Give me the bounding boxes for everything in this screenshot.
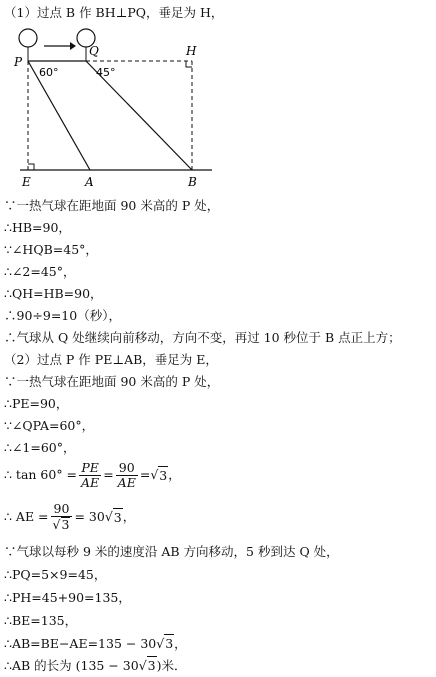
part3-line-1: ∵气球以每秒 9 米的速度沿 AB 方向移动，5 秒到达 Q 处， <box>4 544 339 559</box>
tan-result-eq: = <box>139 467 151 482</box>
final-answer <box>4 656 187 675</box>
fraction-90-sqrt3 <box>51 502 73 532</box>
tan-equation <box>4 458 181 492</box>
sqrt-radicand: 3 <box>159 467 168 483</box>
fraction-numerator: PE <box>79 461 101 476</box>
tan-suffix: ， <box>168 467 181 482</box>
fraction-denominator: AE <box>81 474 100 490</box>
fraction-pe-ae <box>79 461 101 490</box>
label-b: B <box>188 175 197 189</box>
part2-line-1: ∵一热气球在距地面 90 米高的 P 处， <box>4 374 220 389</box>
sqrt-symbol: √ <box>52 517 61 532</box>
ab-equation <box>4 634 187 653</box>
sqrt-radicand: 3 <box>113 509 122 525</box>
sqrt-radicand: 3 <box>61 517 70 532</box>
part1-line-5: ∴QH=HB=90， <box>4 286 103 301</box>
sqrt-symbol: √ <box>138 658 147 673</box>
part1-line-7: ∴气球从 Q 处继续向前移动，方向不变，再过 10 秒位于 B 点正上方； <box>4 330 401 345</box>
right-angle-h <box>186 61 192 67</box>
label-e: E <box>22 175 31 189</box>
ae-eq: = 30 <box>74 509 105 524</box>
arrow-head <box>70 42 76 50</box>
final-suffix: )米． <box>156 658 187 673</box>
heading-part2: （2）过点 P 作 PE⊥AB，垂足为 E， <box>4 352 218 367</box>
label-angle-p: 60° <box>39 66 59 79</box>
tan-prefix: ∴ tan 60° = <box>4 467 78 482</box>
right-angle-e <box>28 164 34 170</box>
part2-line-4: ∴∠1=60°， <box>4 440 76 455</box>
label-a: A <box>85 175 94 189</box>
sqrt-symbol: √ <box>150 467 159 482</box>
fraction-denominator <box>51 517 73 532</box>
fraction-numerator: 90 <box>51 502 73 517</box>
ab-suffix: ， <box>174 636 187 651</box>
fraction-denominator: AE <box>117 474 136 490</box>
part3-line-4: ∴BE=135， <box>4 613 78 628</box>
sqrt-symbol: √ <box>104 509 113 524</box>
ae-suffix: ， <box>122 509 136 524</box>
sqrt-radicand: 3 <box>147 658 156 673</box>
label-p: P <box>14 55 23 69</box>
sqrt-symbol: √ <box>156 636 165 651</box>
part1-line-3: ∵∠HQB=45°， <box>4 242 98 257</box>
final-prefix: ∴AB 的长为 (135 − 30 <box>4 658 139 673</box>
fraction-90-ae <box>116 461 138 490</box>
label-angle-q: 45° <box>96 66 116 79</box>
heading-part1: （1）过点 B 作 BH⊥PQ，垂足为 H， <box>4 5 224 20</box>
ab-prefix: ∴AB=BE−AE=135 − 30 <box>4 636 157 651</box>
part2-line-3: ∵∠QPA=60°， <box>4 418 95 433</box>
part3-line-2: ∴PQ=5×9=45， <box>4 567 107 582</box>
tan-eq: = <box>103 467 114 482</box>
part1-line-2: ∴HB=90， <box>4 220 71 235</box>
ae-prefix: ∴ AE = <box>4 509 49 524</box>
label-q: Q <box>89 44 99 58</box>
sqrt-radicand: 3 <box>165 636 174 651</box>
part1-line-1: ∵一热气球在距地面 90 米高的 P 处， <box>4 198 220 213</box>
part3-line-3: ∴PH=45+90=135， <box>4 590 131 605</box>
ae-equation <box>4 500 135 534</box>
geometry-diagram <box>10 24 250 192</box>
segment-pa <box>28 61 90 170</box>
part1-line-6: ∴90÷9=10（秒）， <box>4 308 121 323</box>
balloon-p <box>19 29 37 47</box>
part1-line-4: ∴∠2=45°， <box>4 264 76 279</box>
part2-line-2: ∴PE=90， <box>4 396 69 411</box>
label-h: H <box>186 44 197 58</box>
fraction-numerator: 90 <box>116 461 138 476</box>
